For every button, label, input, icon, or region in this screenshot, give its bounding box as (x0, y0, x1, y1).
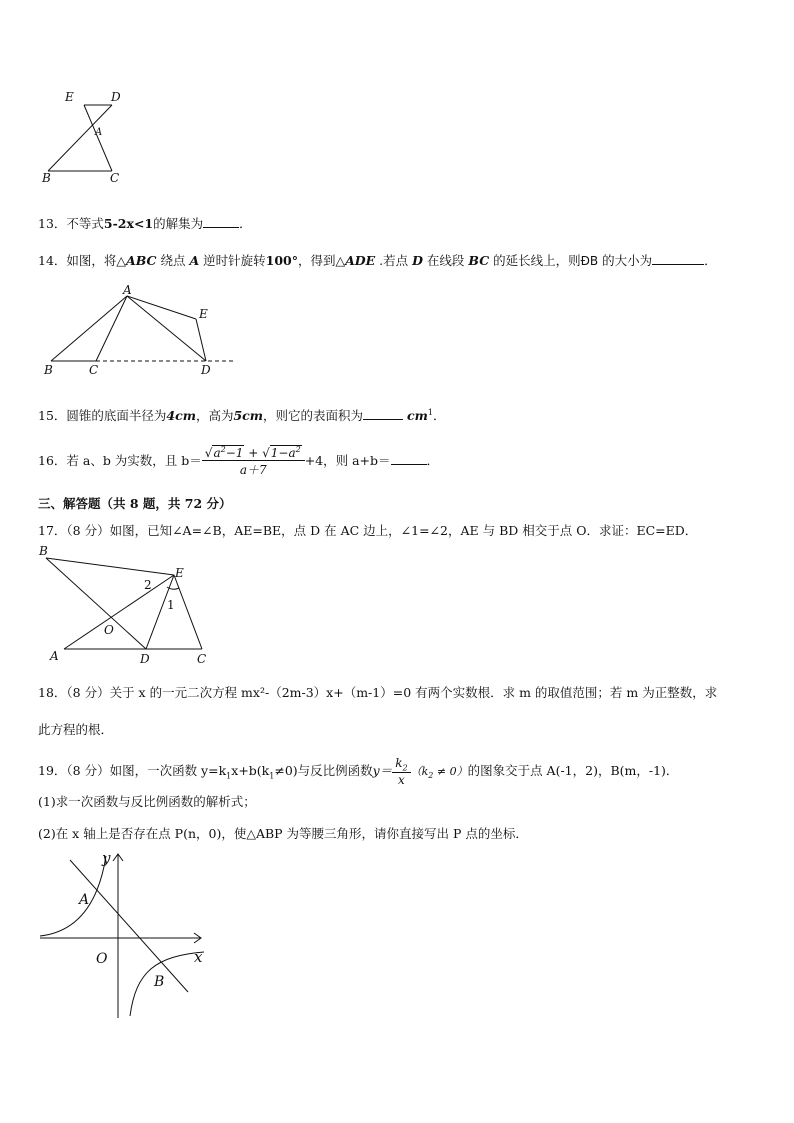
q18-text-line1: （8 分）关于 x 的一元二次方程 mx²-（2m-3）x+（m-1）=0 有两个实数根．求 m 的取值范围；若 m 为正整数，求 (66, 685, 718, 700)
q16-text: 若 a、b 为实数，且 b＝ (66, 453, 202, 468)
q19-k: k (395, 756, 403, 770)
q16-exp: 2 (220, 445, 226, 454)
q16-a: a (213, 446, 221, 460)
q13-inequality: 5-2x<1 (103, 216, 154, 231)
question-15 (38, 406, 445, 424)
question-number: 18． (38, 685, 67, 700)
label-A: A (95, 127, 103, 138)
answer-blank[interactable] (363, 406, 403, 420)
label-E: E (65, 90, 74, 104)
q15-text: 圆锥的底面半径为 (66, 408, 167, 423)
q14-text: 的大小为 (598, 253, 653, 268)
q13-text: 不等式 (66, 216, 104, 231)
label-E: E (199, 307, 208, 321)
q14-d: D (412, 253, 423, 268)
q15-end: ． (432, 408, 446, 423)
q19-text: x+b(k (231, 763, 270, 779)
q16-minus-one: −1 (225, 446, 244, 460)
q19-text: ≠0)与反比例函数 (274, 763, 373, 779)
q14-text: ，得到△ (297, 253, 346, 268)
q19-cond-sub: 2 (428, 771, 434, 781)
q16-plus: + (248, 446, 259, 460)
answer-blank[interactable] (391, 451, 427, 465)
label-D: D (201, 363, 211, 377)
q16-one-minus-a: 1−a (270, 446, 296, 460)
label-B: B (42, 171, 51, 185)
figure-q12 (38, 88, 138, 188)
q19-part2: (2)在 x 轴上是否存在点 P(n，0)，使△ABP 为等腰三角形，请你直接写出 P 点的坐标． (38, 826, 528, 841)
label-angle-2: 2 (144, 578, 152, 592)
question-17 (38, 521, 697, 539)
section-header: 三、解答题（共 8 题，共 72 分） (38, 496, 232, 511)
q15-unit: cm (407, 408, 428, 423)
label-C: C (110, 171, 120, 185)
label-O: O (96, 951, 108, 967)
question-18 (38, 683, 717, 701)
question-14 (38, 251, 717, 269)
q16-exp2: 2 (295, 445, 301, 454)
q14-angle: 100° (265, 253, 298, 268)
q14-a: A (189, 253, 200, 268)
question-18-cont: 此方程的根． (38, 722, 114, 737)
q19-fraction (392, 756, 410, 787)
q19-part1: (1)求一次函数与反比例函数的解析式； (38, 794, 256, 809)
q15-height: 5cm (233, 408, 264, 423)
question-13 (38, 214, 252, 232)
q14-text: 在线段 (422, 253, 469, 268)
q19-k-sub: 2 (402, 763, 408, 773)
q14-abc: ABC (126, 253, 157, 268)
q19-sub: 1 (269, 771, 275, 781)
question-16 (38, 445, 439, 478)
label-D: D (111, 90, 121, 104)
question-number: 15． (38, 408, 67, 423)
question-number: 14． (38, 253, 67, 268)
label-B: B (154, 974, 165, 990)
answer-blank[interactable] (652, 251, 704, 265)
label-D: D (140, 652, 150, 666)
label-A: A (79, 892, 90, 908)
q14-bc: BC (468, 253, 490, 268)
label-A: A (123, 283, 132, 297)
label-C: C (197, 652, 207, 666)
q16-fraction: $\frac{√a^2-1 + √1-a^2}{a+7}$ (202, 445, 305, 478)
figure-q19 (36, 846, 216, 1026)
label-C: C (89, 363, 99, 377)
q14-text: 绕点 (156, 253, 190, 268)
question-number: 16． (38, 453, 67, 468)
q13-end: ． (239, 216, 252, 231)
question-number: 19． (38, 763, 67, 779)
label-B: B (39, 544, 48, 558)
q14-text: 逆时针旋转 (199, 253, 266, 268)
q16-end: ． (426, 453, 440, 468)
label-angle-1: 1 (167, 598, 175, 612)
label-O: O (104, 623, 114, 637)
q15-text: ，高为 (195, 408, 234, 423)
question-19 (38, 756, 678, 787)
q14-angle-symbol: ÐB (580, 254, 599, 268)
q19-x: x (398, 773, 405, 788)
q16-denominator: a＋7 (239, 463, 267, 477)
q14-end: ． (704, 253, 717, 268)
q15-radius: 4cm (166, 408, 196, 423)
label-E: E (175, 566, 184, 580)
label-x: x (194, 948, 203, 966)
figure-q17 (36, 543, 226, 668)
q17-text: （8 分）如图，已知∠A=∠B，AE=BE，点 D 在 AC 边上，∠1=∠2，AE 与 BD 相交于点 O．求证：EC=ED． (66, 523, 698, 538)
q14-ade: ADE (345, 253, 376, 268)
q19-y: y＝ (372, 763, 393, 779)
figure-q14 (38, 283, 238, 378)
label-y: y (102, 849, 111, 867)
q13-text-b: 的解集为 (153, 216, 204, 231)
label-B: B (44, 363, 53, 377)
q19-sub: 1 (226, 771, 232, 781)
question-number: 13． (38, 216, 67, 231)
q19-cond: （k (410, 765, 429, 779)
q19-cond2: ≠ 0） (433, 765, 468, 779)
q16-text: +4，则 a+b＝ (304, 453, 391, 468)
q14-text: .若点 (375, 253, 413, 268)
q19-text: （8 分）如图，一次函数 y=k (66, 763, 227, 779)
label-A: A (50, 649, 59, 663)
question-number: 17． (38, 523, 67, 538)
answer-blank[interactable] (203, 214, 239, 228)
q15-text: ，则它的表面积为 (263, 408, 364, 423)
q15-unit-exp: 1 (427, 407, 433, 417)
q14-text: 的延长线上，则 (489, 253, 581, 268)
q19-text: 的图象交于点 A(-1，2)，B(m，-1)． (467, 763, 679, 779)
q14-text: 如图，将△ (66, 253, 127, 268)
